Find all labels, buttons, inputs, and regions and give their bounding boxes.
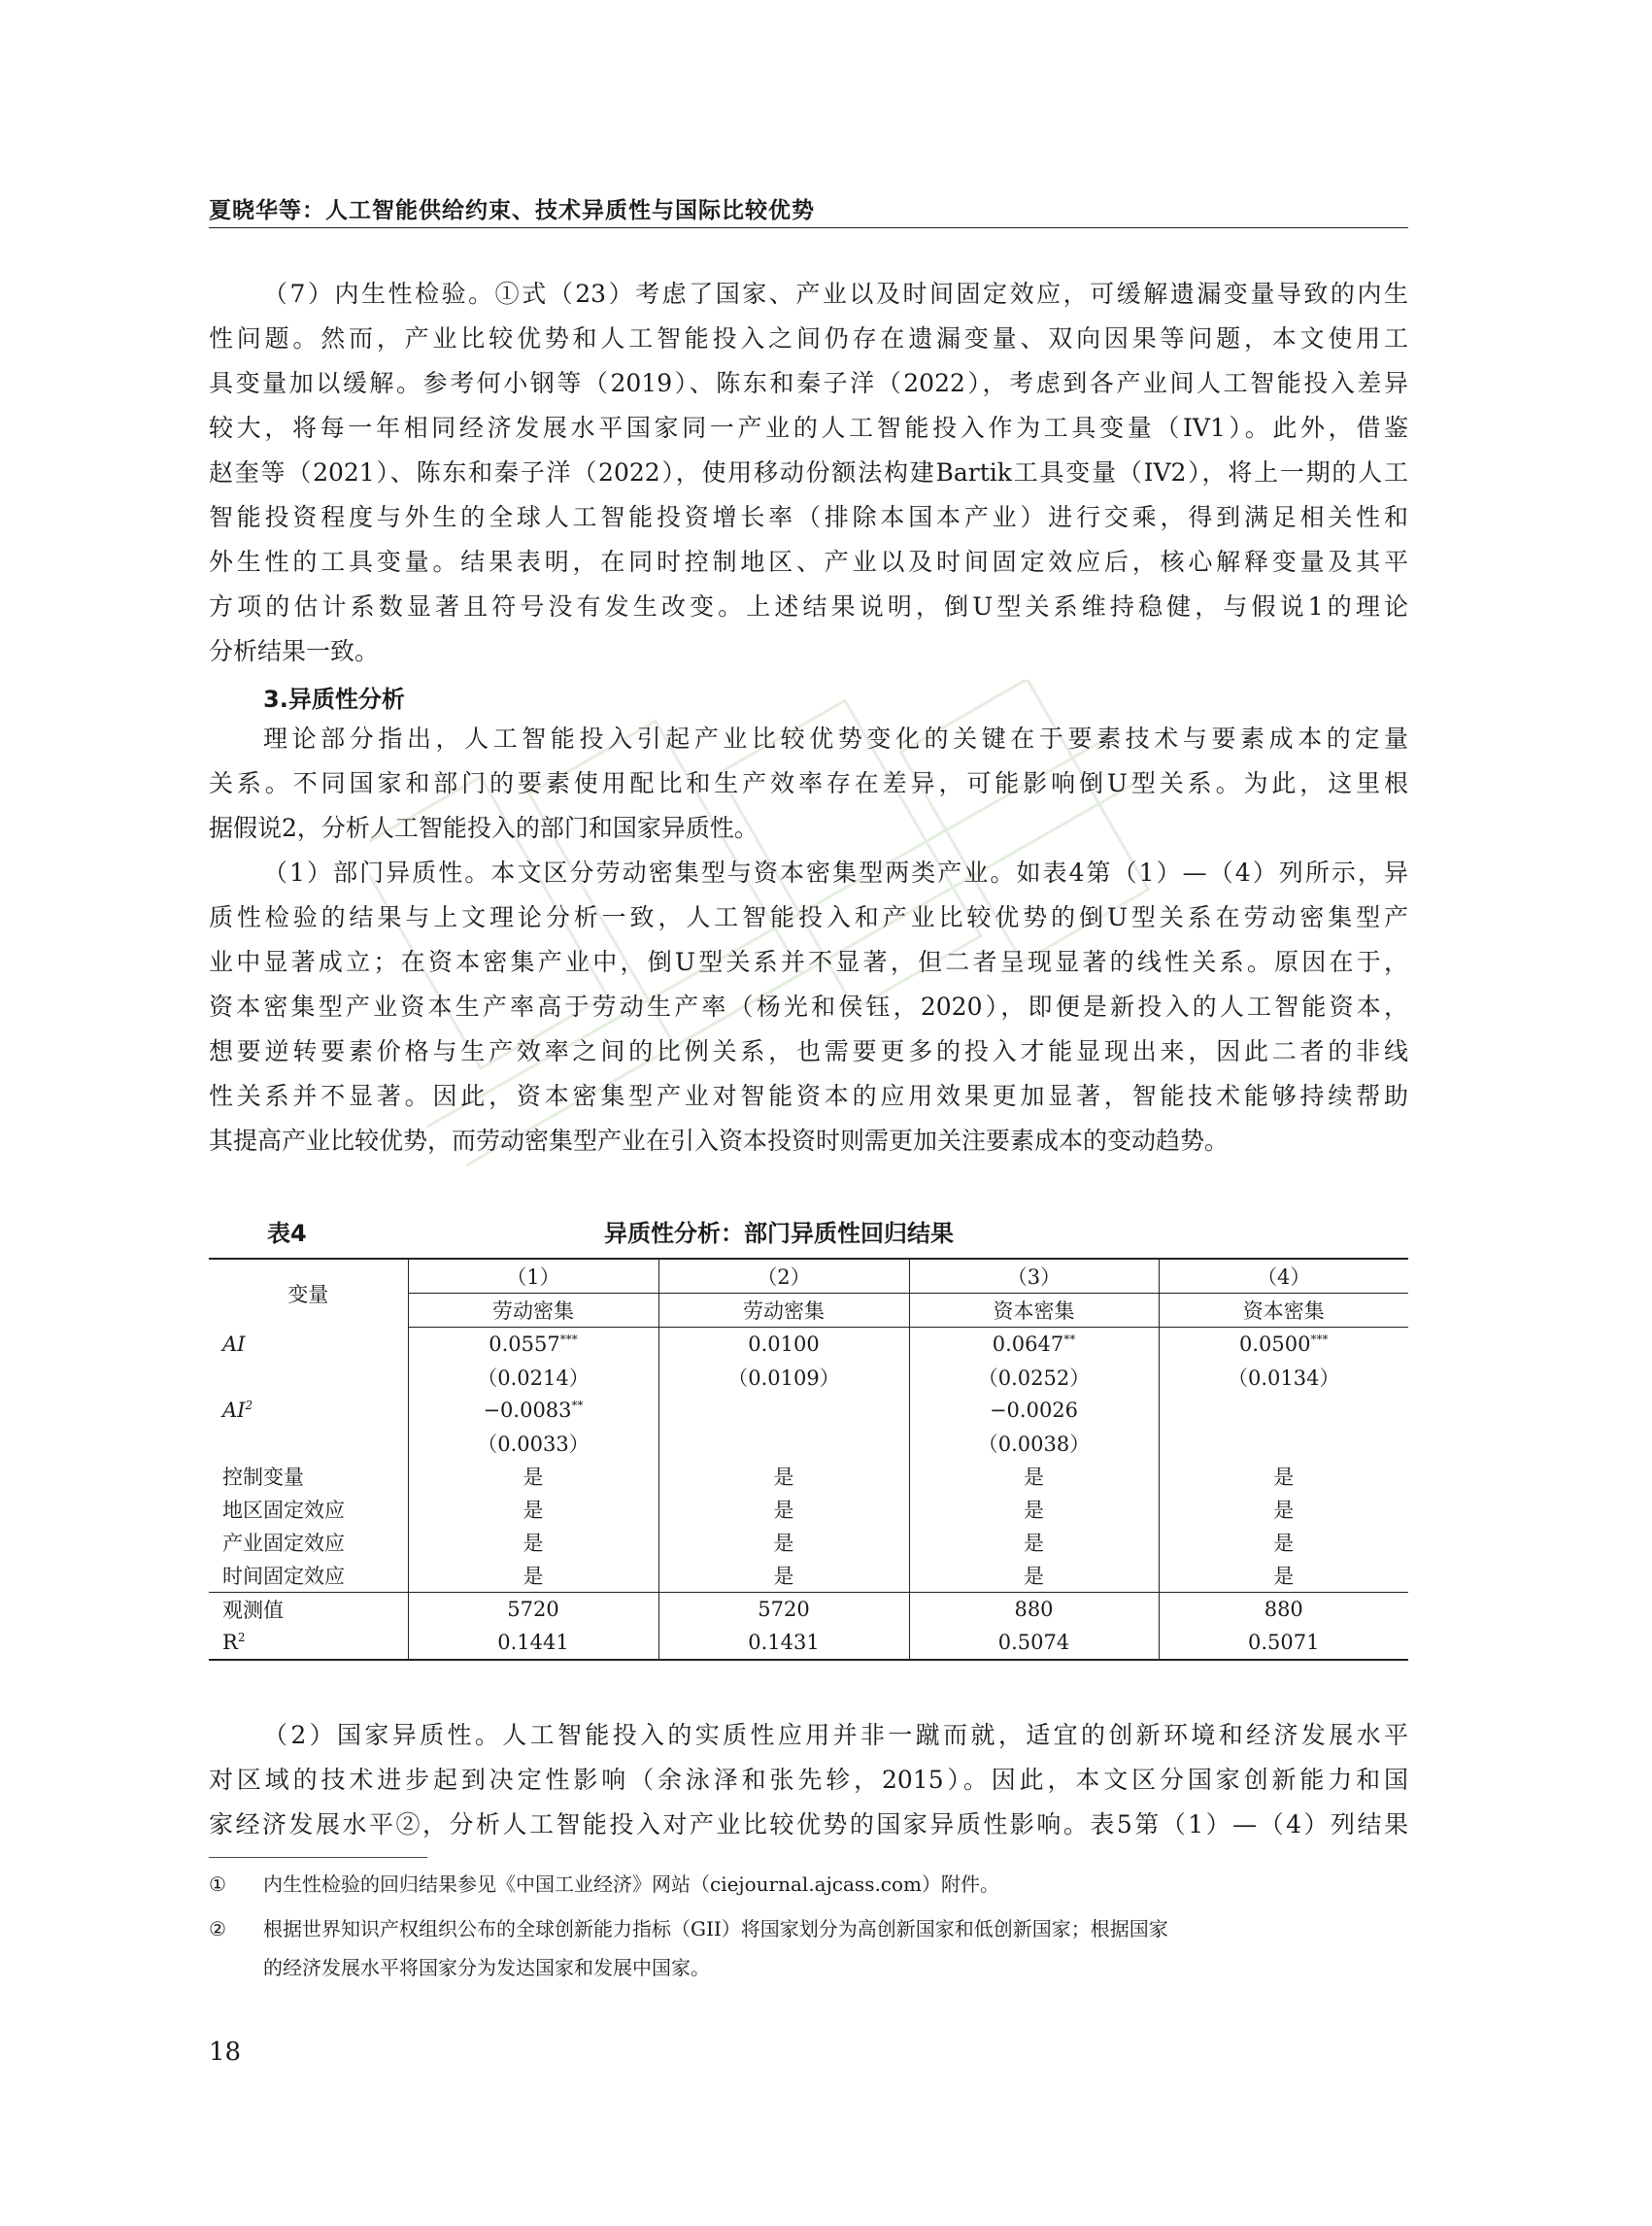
- paragraph-country-heterogeneity: [209, 1713, 1408, 1847]
- text-line: 业中显著成立；在资本密集产业中，倒U型关系并不显著，但二者呈现显著的线性关系。原因在于，: [209, 948, 1408, 976]
- text-line: 家经济发展水平②，分析人工智能投入对产业比较优势的国家异质性影响。表5第（1）—（4）列结果: [209, 1810, 1408, 1838]
- table-cell: 5720: [658, 1593, 909, 1627]
- table-cell: 是: [1273, 1466, 1295, 1489]
- se-cell: （0.0109）: [658, 1361, 909, 1394]
- table-row: [209, 1593, 1408, 1627]
- se-cell: （0.0038）: [909, 1427, 1159, 1460]
- text-line: 对区域的技术进步起到决定性影响（余泳泽和张先轸，2015）。因此，本文区分国家创新能力和国: [209, 1766, 1408, 1794]
- table-cell: 是: [408, 1526, 658, 1559]
- text-line: （1）部门异质性。本文区分劳动密集型与资本密集型两类产业。如表4第（1）—（4）列所示，异: [263, 859, 1408, 887]
- text-line: 分析结果一致。: [209, 637, 380, 665]
- running-title: 夏晓华等：人工智能供给约束、技术异质性与国际比较优势: [209, 198, 815, 223]
- row-label: 观测值: [209, 1593, 408, 1627]
- text-line: 赵奎等（2021）、陈东和秦子洋（2022），使用移动份额法构建Bartik工具变量（IV2），将上一期的人工: [209, 458, 1408, 487]
- text-line: 具变量加以缓解。参考何小钢等（2019）、陈东和秦子洋（2022），考虑到各产业间人工智能投入差异: [209, 369, 1408, 397]
- table-cell: 是: [909, 1460, 1159, 1493]
- table-cell: 0.1431: [658, 1626, 909, 1660]
- table-cell: 0.1441: [408, 1626, 658, 1660]
- table-cell: 880: [1159, 1593, 1408, 1627]
- text-line: 智能投资程度与外生的全球人工智能投资增长率（排除本国本产业）进行交乘，得到满足相关性和: [209, 503, 1408, 531]
- text-line: 性关系并不显著。因此，资本密集型产业对智能资本的应用效果更加显著，智能技术能够持续帮助: [209, 1082, 1408, 1110]
- footnote-marker: ①: [209, 1872, 226, 1896]
- coef-cell: 0.0557***: [408, 1328, 658, 1362]
- text-line: 理论部分指出，人工智能投入引起产业比较优势变化的关键在于要素技术与要素成本的定量: [263, 725, 1408, 753]
- footnote-2: [209, 1909, 1408, 1987]
- table-cell: 是: [658, 1526, 909, 1559]
- text-line: 资本密集型产业资本生产率高于劳动生产率（杨光和侯钰，2020），即便是新投入的人工智能资本，: [209, 993, 1408, 1021]
- header-rule: [209, 227, 1408, 228]
- table-cell: 是: [1273, 1499, 1295, 1522]
- col-number: （4）: [1159, 1259, 1408, 1294]
- table-cell: 是: [408, 1493, 658, 1526]
- table-cell: 880: [909, 1593, 1159, 1627]
- table-cell: 0.5071: [1159, 1626, 1408, 1660]
- table-cell: 5720: [408, 1593, 658, 1627]
- row-label: AI: [209, 1328, 408, 1362]
- text-line: （7）内生性检验。①式（23）考虑了国家、产业以及时间固定效应，可缓解遗漏变量导致的内生: [263, 280, 1408, 308]
- text-line: 性问题。然而，产业比较优势和人工智能投入之间仍存在遗漏变量、双向因果等问题，本文使用工: [209, 324, 1408, 353]
- text-line: 方项的估计系数显著且符号没有发生改变。上述结果说明，倒U型关系维持稳健，与假说1的理论: [209, 592, 1408, 621]
- col-type: 资本密集: [909, 1294, 1159, 1328]
- paragraph-sector-heterogeneity: [209, 851, 1408, 1164]
- se-cell: （0.0214）: [408, 1361, 658, 1394]
- table-title: 异质性分析：部门异质性回归结果: [604, 1220, 954, 1247]
- row-label: 产业固定效应: [209, 1526, 408, 1559]
- table-row: [209, 1526, 1408, 1559]
- section-heading: 3.异质性分析: [263, 686, 405, 713]
- row-label: 地区固定效应: [209, 1493, 408, 1526]
- se-cell: （0.0033）: [408, 1427, 658, 1460]
- text-line: 据假说2，分析人工智能投入的部门和国家异质性。: [209, 814, 759, 842]
- text-line: 想要逆转要素价格与生产效率之间的比例关系，也需要更多的投入才能显现出来，因此二者的非线: [209, 1037, 1408, 1065]
- table-cell: 是: [909, 1493, 1159, 1526]
- coef-cell: −0.0083**: [408, 1394, 658, 1427]
- table-cell: 是: [658, 1493, 909, 1526]
- table-row: [209, 1493, 1408, 1526]
- table-cell: 是: [1273, 1565, 1295, 1588]
- table-cell: 是: [1273, 1532, 1295, 1555]
- row-label: $AI^2$: [209, 1394, 408, 1427]
- footnote-1: [209, 1865, 1408, 1904]
- table-cell: 是: [909, 1559, 1159, 1593]
- col-number: （3）: [909, 1259, 1159, 1294]
- table-cell: 是: [408, 1460, 658, 1493]
- row-label: 时间固定效应: [209, 1559, 408, 1593]
- table-row: [209, 1626, 1408, 1660]
- page-number: 18: [209, 2038, 242, 2067]
- table-row: [209, 1361, 1408, 1394]
- row-label: 控制变量: [209, 1460, 408, 1493]
- coef-cell: −0.0026: [909, 1394, 1159, 1427]
- col-number: （1）: [408, 1259, 658, 1294]
- col-type: 劳动密集: [658, 1294, 909, 1328]
- text-line: 其提高产业比较优势，而劳动密集型产业在引入资本投资时则需更加关注要素成本的变动趋势。: [209, 1127, 1230, 1155]
- table-row: [209, 1559, 1408, 1593]
- col-number: （2）: [658, 1259, 909, 1294]
- se-cell: （0.0134）: [1228, 1366, 1340, 1390]
- paragraph-endogeneity: [209, 272, 1408, 674]
- col-type: 劳动密集: [408, 1294, 658, 1328]
- footnote-rule: [209, 1857, 427, 1858]
- footnote-text: 的经济发展水平将国家分为发达国家和发展中国家。: [263, 1956, 710, 1979]
- text-line: 关系。不同国家和部门的要素使用配比和生产效率存在差异，可能影响倒U型关系。为此，这里根: [209, 769, 1408, 797]
- se-cell: （0.0252）: [909, 1361, 1159, 1394]
- col-type: 资本密集: [1159, 1294, 1408, 1328]
- coef-cell: 0.0647**: [909, 1328, 1159, 1362]
- table-cell: 是: [408, 1559, 658, 1593]
- footnote-marker: ②: [209, 1917, 226, 1940]
- row-label: $R^2$: [209, 1626, 408, 1660]
- table-row: [209, 1427, 1408, 1460]
- table-row: [209, 1328, 1408, 1362]
- table-label: 表4: [267, 1220, 307, 1247]
- table-cell: 0.5074: [909, 1626, 1159, 1660]
- footnote-text: 内生性检验的回归结果参见《中国工业经济》网站（ciejournal.ajcass.com）附件。: [263, 1872, 1000, 1896]
- coef-cell: 0.0500***: [1239, 1332, 1329, 1356]
- table-cell: 是: [658, 1559, 909, 1593]
- paragraph-theory: [209, 717, 1408, 851]
- table-row: [209, 1460, 1408, 1493]
- coef-cell: 0.0100: [658, 1328, 909, 1362]
- table-cell: 是: [658, 1460, 909, 1493]
- table-cell: 是: [909, 1526, 1159, 1559]
- text-line: 较大，将每一年相同经济发展水平国家同一产业的人工智能投入作为工具变量（IV1）。此外，借鉴: [209, 414, 1408, 442]
- text-line: 外生性的工具变量。结果表明，在同时控制地区、产业以及时间固定效应后，核心解释变量及其平: [209, 548, 1408, 576]
- variable-header: 变量: [209, 1259, 408, 1328]
- footnote-text: 根据世界知识产权组织公布的全球创新能力指标（GII）将国家划分为高创新国家和低创新国家；根据国家: [263, 1917, 1168, 1940]
- text-line: 质性检验的结果与上文理论分析一致，人工智能投入和产业比较优势的倒U型关系在劳动密集型产: [209, 903, 1408, 931]
- text-line: （2）国家异质性。人工智能投入的实质性应用并非一蹴而就，适宜的创新环境和经济发展水平: [263, 1721, 1408, 1749]
- table-row: [209, 1394, 1408, 1427]
- regression-table: [209, 1258, 1408, 1661]
